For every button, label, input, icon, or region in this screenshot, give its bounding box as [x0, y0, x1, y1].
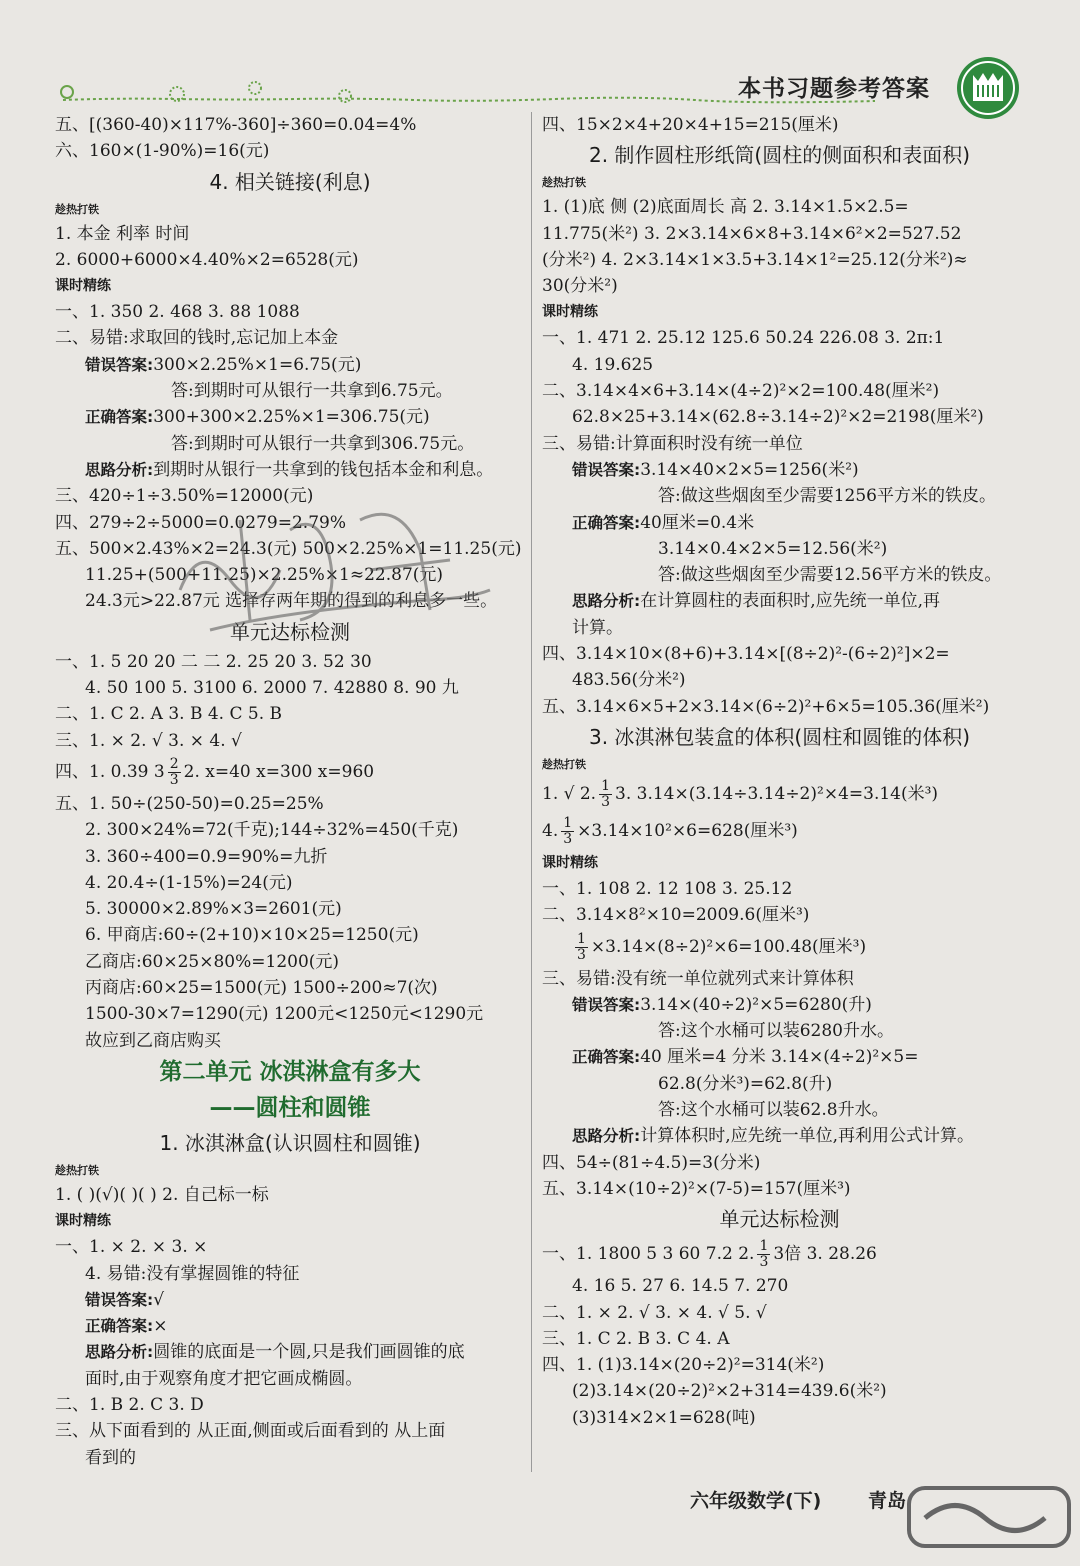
subheading-practice: 课时精练	[542, 304, 598, 321]
answer-line: 24.3元>22.87元 选择存两年期的得到的利息多一些。	[85, 591, 498, 612]
answer-text: 四、1. 0.39 3	[55, 761, 165, 782]
answer-text: 40 厘米=4 分米 3.14×(4÷2)²×5=	[640, 1047, 919, 1068]
answer-line	[55, 1339, 525, 1365]
section-title-unit-test: 单元达标检测	[230, 619, 350, 644]
answer-text: 2. x=40 x=300 x=960	[183, 761, 375, 782]
answer-line	[542, 776, 1017, 813]
right-column	[542, 112, 1017, 1431]
answer-line: 一、1. 471 2. 25.12 125.6 50.24 226.08 3. 2π:1	[542, 328, 945, 349]
answer-text: 到期时从银行一共拿到的钱包括本金和利息。	[153, 459, 494, 480]
answer-text: 3.14×(40÷2)²×5=6280(升)	[640, 994, 872, 1015]
subheading-practice: 课时精练	[55, 1213, 111, 1230]
answer-line: 答:这个水桶可以装62.8升水。	[658, 1100, 889, 1121]
label-correct-answer: 正确答案:	[572, 513, 641, 532]
section-title-unit-test: 单元达标检测	[719, 1207, 840, 1232]
answer-line: 3.14×0.4×2×5=12.56(米²)	[658, 538, 888, 559]
answer-line: 11.25+(500+11.25)×2.25%×1≈22.87(元)	[85, 565, 444, 586]
label-analysis: 思路分析:	[572, 1127, 641, 1146]
answer-line: (3)314×2×1=628(吨)	[572, 1407, 756, 1428]
answer-line: 1. ( )(√)( )( ) 2. 自己标一标	[55, 1184, 269, 1205]
answer-text: 4.	[542, 820, 559, 841]
answer-line: (2)3.14×(20÷2)²×2+314=439.6(米²)	[572, 1381, 887, 1402]
answer-text: 3.14×40×2×5=1256(米²)	[640, 459, 859, 480]
answer-line: 乙商店:60×25×80%=1200(元)	[85, 951, 340, 972]
answer-line: 二、3.14×8²×10=2009.6(厘米³)	[542, 905, 810, 926]
answer-line: 1. 本金 利率 时间	[55, 223, 190, 244]
subheading-warmup: 趁热打铁	[55, 202, 99, 216]
fraction-numerator: 1	[759, 1238, 769, 1255]
answer-line: 五、[(360-40)×117%-360]÷360=0.04=4%	[55, 115, 417, 135]
answer-line: 二、1. × 2. √ 3. × 4. √ 5. √	[542, 1302, 767, 1323]
answer-line: 30(分米²)	[542, 276, 618, 297]
answer-line: 一、1. 5 20 20 二 二 2. 25 20 3. 52 30	[55, 651, 372, 672]
answer-line: 1. (1)底 侧 (2)底面周长 高 2. 3.14×1.5×2.5=	[542, 197, 909, 218]
label-wrong-answer: 错误答案:	[572, 460, 641, 479]
fraction	[575, 932, 588, 963]
answer-line: 六、160×(1-90%)=16(元)	[55, 141, 270, 162]
left-column	[55, 112, 525, 1471]
answer-line: 三、易错:计算面积时没有统一单位	[542, 433, 803, 454]
answer-line: 4. 16 5. 27 6. 14.5 7. 270	[572, 1276, 789, 1297]
answer-line: 62.8(分米³)=62.8(升)	[658, 1073, 833, 1094]
fraction-denominator: 3	[577, 946, 586, 963]
fraction-numerator: 1	[601, 777, 611, 794]
answer-line: 四、1. (1)3.14×(20÷2)²=314(米²)	[542, 1355, 825, 1376]
answer-line: 答:这个水桶可以装6280升水。	[658, 1021, 894, 1042]
answer-text: ×	[153, 1316, 168, 1337]
section-title-paper-tube: 2. 制作圆柱形纸筒(圆柱的侧面积和表面积)	[588, 143, 971, 168]
answer-line: 11.775(米²) 3. 2×3.14×6×8+3.14×6²×2=527.52	[542, 223, 962, 244]
answer-line	[542, 510, 1017, 536]
fraction-numerator: 1	[577, 930, 586, 947]
answer-line: 三、1. × 2. √ 3. × 4. √	[55, 730, 242, 751]
subheading-practice: 课时精练	[55, 278, 111, 295]
answer-line: 3. 360÷400=0.9=90%=九折	[85, 846, 328, 867]
answer-line: 1500-30×7=1290(元) 1200元<1250元<1290元	[85, 1004, 484, 1025]
fraction-denominator: 3	[601, 793, 611, 810]
answer-line	[542, 992, 1017, 1018]
footer-publisher: 青岛	[868, 1490, 907, 1512]
answer-line: 2. 6000+6000×4.40%×2=6528(元)	[55, 249, 359, 270]
label-correct-answer: 正确答案:	[572, 1048, 641, 1067]
answer-line: 五、500×2.43%×2=24.3(元) 500×2.25%×1=11.25(元)	[55, 538, 522, 559]
unit-two-title: 第二单元 冰淇淋盒有多大	[159, 1058, 421, 1085]
answer-line: 四、54÷(81÷4.5)=3(分米)	[542, 1152, 761, 1173]
answer-line	[542, 457, 1017, 483]
answer-line: 一、1. 108 2. 12 108 3. 25.12	[542, 878, 793, 899]
fraction-denominator: 3	[563, 830, 573, 847]
answer-line	[55, 1287, 525, 1313]
answer-line: 二、3.14×4×6+3.14×(4÷2)²×2=100.48(厘米²)	[542, 381, 940, 402]
answer-line: 5. 30000×2.89%×3=2601(元)	[85, 899, 342, 920]
answer-line: 看到的	[85, 1447, 136, 1468]
answer-line: 五、1. 50÷(250-50)=0.25=25%	[55, 793, 324, 814]
answer-line	[55, 404, 525, 430]
book-answers-title: 本书习题参考答案	[738, 76, 930, 102]
label-correct-answer: 正确答案:	[85, 1317, 154, 1336]
answer-text: 300×2.25%×1=6.75(元)	[153, 354, 362, 375]
fraction	[561, 816, 574, 847]
answer-line: 四、3.14×10×(8+6)+3.14×[(8÷2)²-(6÷2)²]×2=	[542, 644, 950, 665]
answer-line	[55, 1313, 525, 1339]
answer-text: 3. 3.14×(3.14÷3.14÷2)²×4=3.14(米³)	[615, 783, 939, 804]
footer-grade-label: 六年级数学(下)	[690, 1490, 822, 1512]
answer-line: 6. 甲商店:60÷(2+10)×10×25=1250(元)	[85, 925, 419, 946]
fraction	[599, 779, 612, 810]
answer-line: 答:到期时可从银行一共拿到306.75元。	[171, 433, 475, 454]
answer-line	[542, 1236, 1017, 1273]
answer-text: 40厘米=0.4米	[640, 512, 755, 533]
answer-line	[55, 352, 525, 378]
answer-line: 4. 易错:没有掌握圆锥的特征	[85, 1263, 300, 1284]
label-wrong-answer: 错误答案:	[572, 995, 641, 1014]
answer-line: 二、1. B 2. C 3. D	[55, 1394, 204, 1415]
answer-line: 计算。	[572, 617, 623, 638]
subheading-warmup: 趁热打铁	[542, 757, 586, 771]
section-title-interest: 4. 相关链接(利息)	[209, 169, 371, 194]
answer-text: 圆锥的底面是一个圆,只是我们画圆锥的底	[153, 1342, 465, 1363]
answer-line: 4. 20.4÷(1-15%)=24(元)	[85, 872, 293, 893]
answer-line: 三、1. C 2. B 3. C 4. A	[542, 1328, 730, 1349]
answer-line: 面时,由于观察角度才把它画成椭圆。	[85, 1368, 363, 1389]
section-title-icecream-box: 1. 冰淇淋盒(认识圆柱和圆锥)	[159, 1130, 421, 1155]
fraction	[168, 757, 181, 788]
subheading-warmup: 趁热打铁	[55, 1163, 99, 1177]
answer-line: 五、3.14×6×5+2×3.14×(6÷2)²+6×5=105.36(厘米²)	[542, 696, 990, 717]
fraction-numerator: 1	[563, 814, 573, 831]
answer-text: 一、1. 1800 5 3 60 7.2 2.	[542, 1244, 755, 1265]
answer-line: 五、3.14×(10÷2)²×(7-5)=157(厘米³)	[542, 1178, 851, 1199]
answer-line: (分米²) 4. 2×3.14×1×3.5+3.14×1²=25.12(分米²)≈	[542, 249, 968, 270]
answer-line	[542, 813, 1017, 850]
answer-line	[542, 929, 1017, 966]
answer-text: ×3.14×(8÷2)²×6=100.48(厘米³)	[590, 936, 867, 957]
answer-line	[542, 1123, 1017, 1149]
answer-line: 三、从下面看到的 从正面,侧面或后面看到的 从上面	[55, 1421, 446, 1442]
answer-line: 二、易错:求取回的钱时,忘记加上本金	[55, 328, 339, 349]
answer-line: 三、易错:没有统一单位就列式来计算体积	[542, 968, 854, 989]
answer-line	[542, 1044, 1017, 1070]
answer-line: 一、1. 350 2. 468 3. 88 1088	[55, 302, 300, 323]
fraction-numerator: 2	[169, 755, 179, 772]
label-analysis: 思路分析:	[85, 460, 154, 479]
answer-text: 计算体积时,应先统一单位,再利用公式计算。	[640, 1126, 975, 1147]
column-divider	[531, 112, 532, 1472]
label-analysis: 思路分析:	[572, 592, 641, 611]
answer-line: 答:到期时可从银行一共拿到6.75元。	[171, 381, 453, 402]
answer-text: √	[153, 1289, 165, 1310]
answer-text: 1. √ 2.	[542, 783, 597, 804]
answer-text: 3倍 3. 28.26	[773, 1244, 877, 1265]
answer-line: 三、420÷1÷3.50%=12000(元)	[55, 486, 314, 507]
answer-line: 丙商店:60×25=1500(元) 1500÷200≈7(次)	[85, 978, 438, 999]
fraction-denominator: 3	[759, 1254, 769, 1271]
answer-line: 483.56(分米²)	[572, 670, 686, 691]
answer-line: 四、279÷2÷5000=0.0279=2.79%	[55, 512, 346, 533]
answer-line: 故应到乙商店购买	[85, 1030, 221, 1051]
answer-line	[55, 457, 525, 483]
answer-line	[542, 588, 1017, 614]
answer-line	[55, 754, 525, 791]
label-correct-answer: 正确答案:	[85, 408, 154, 427]
answer-line: 答:做这些烟囱至少需要1256平方米的铁皮。	[658, 486, 996, 507]
label-wrong-answer: 错误答案:	[85, 1290, 154, 1309]
answer-text: 300+300×2.25%×1=306.75(元)	[153, 407, 430, 428]
label-wrong-answer: 错误答案:	[85, 355, 154, 374]
page-header	[0, 0, 1080, 115]
answer-line: 4. 19.625	[572, 354, 654, 375]
subheading-warmup: 趁热打铁	[542, 176, 586, 190]
answer-line: 四、15×2×4+20×4+15=215(厘米)	[542, 115, 839, 135]
answer-line: 一、1. × 2. × 3. ×	[55, 1237, 208, 1258]
fraction	[757, 1239, 770, 1270]
answer-text: ×3.14×10²×6=628(厘米³)	[577, 820, 798, 841]
unit-two-subtitle: ——圆柱和圆锥	[209, 1094, 371, 1121]
section-title-volume: 3. 冰淇淋包装盒的体积(圆柱和圆锥的体积)	[588, 724, 971, 749]
subheading-practice: 课时精练	[542, 854, 598, 871]
answer-line: 62.8×25+3.14×(62.8÷3.14÷2)²×2=2198(厘米²)	[572, 407, 984, 428]
answer-line: 二、1. C 2. A 3. B 4. C 5. B	[55, 704, 283, 725]
answer-line: 4. 50 100 5. 3100 6. 2000 7. 42880 8. 90 九	[85, 678, 459, 699]
answer-text: 在计算圆柱的表面积时,应先统一单位,再	[640, 591, 941, 612]
fraction-denominator: 3	[169, 771, 179, 788]
label-analysis: 思路分析:	[85, 1343, 154, 1362]
answer-line: 答:做这些烟囱至少需要12.56平方米的铁皮。	[658, 565, 1002, 586]
answer-line: 2. 300×24%=72(千克);144÷32%=450(千克)	[85, 820, 459, 841]
site-stamp-watermark	[905, 1478, 1075, 1558]
